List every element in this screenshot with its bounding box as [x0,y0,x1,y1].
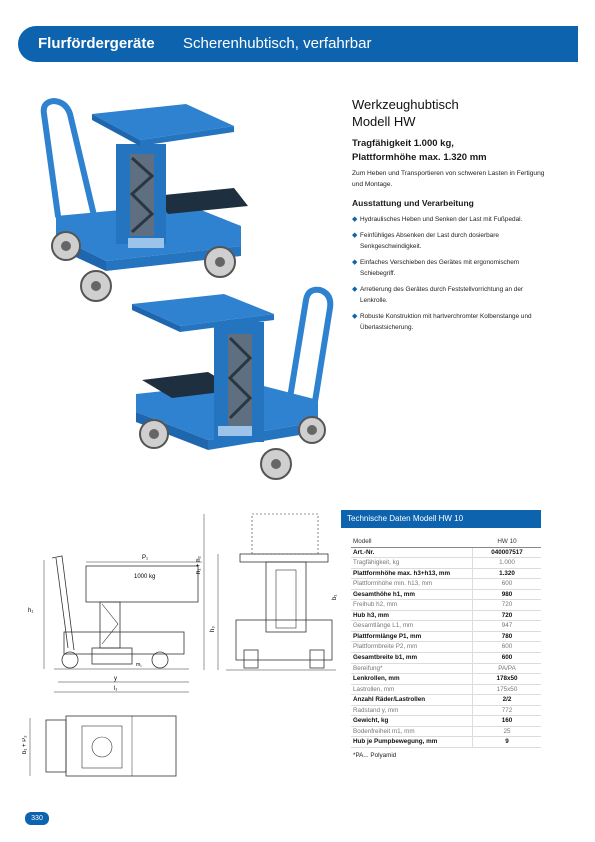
table-footnote: *PA... Polyamid [353,752,397,759]
dim-y: y [114,676,117,682]
category-subtitle: Scherenhubtisch, verfahrbar [183,35,372,52]
bullet-icon: ◆ [352,216,358,223]
table-row: Bereifung* PA/PA [351,664,541,675]
column-header-model: Modell [353,538,372,545]
table-row: Freihub h2, mm 720 [351,600,541,611]
table-row: Lenkrollen, mm 178x50 [351,674,541,685]
product-title-line1: Werkzeughubtisch [352,97,459,112]
feature-item: ◆ Hydraulisches Heben und Senken der Last mit Fußpedal. [352,216,523,223]
product-title [352,96,459,130]
dim-h3: h₃ [210,626,216,632]
feature-item: ◆ Feinfühliges Absenken der Last durch dosierbare Senkgeschwindigkeit. [352,232,499,250]
feature-item: ◆ Robuste Konstruktion mit hartverchromter Kolbenstange und Überlastsicherung. [352,313,532,331]
technical-data-table [351,537,541,748]
feature-item: ◆ Einfaches Verschieben des Gerätes mit ergonomischem Schiebegriff. [352,259,520,277]
table-row: Gesamthöhe h1, mm 980 [351,590,541,601]
table-row: Hub h3, mm 720 [351,611,541,622]
bullet-icon: ◆ [352,232,358,239]
product-description: Zum Heben und Transportieren von schweren Lasten in Fertigung und Montage. [352,170,545,188]
table-row: Plattformlänge P1, mm 780 [351,632,541,643]
table-row: Gewicht, kg 160 [351,716,541,727]
product-key-specs [352,137,487,165]
table-row: Art.-Nr. 040007517 [351,548,541,559]
page-number: 330 [25,812,49,825]
dim-b1-plus-p2: b₁ + P₂ [22,735,28,754]
bullet-icon: ◆ [352,286,358,293]
spec-capacity: Tragfähigkeit 1.000 kg, [352,138,454,149]
table-heading: Technische Daten Modell HW 10 [341,510,541,528]
category-title: Flurfördergeräte [38,35,155,52]
dim-h1: h₁ [28,608,34,614]
table-row: Lastrollen, mm 175x50 [351,685,541,696]
column-header-value: HW 10 [497,538,517,545]
table-row: Plattformhöhe min. h13, mm 600 [351,579,541,590]
product-photo-bottom [128,282,338,492]
table-row: Tragfähigkeit, kg 1.000 [351,558,541,569]
technical-drawing-side [24,540,204,710]
load-label: 1000 kg [134,574,156,580]
table-row: Gesamtlänge L1, mm 947 [351,621,541,632]
section-header [18,26,578,62]
table-row: Hub je Pumpbewegung, mm 9 [351,737,541,748]
bullet-icon: ◆ [352,313,358,320]
dim-m1: m₁ [136,662,142,668]
table-row: Plattformbreite P2, mm 600 [351,642,541,653]
table-row: Gesamtbreite b1, mm 600 [351,653,541,664]
table-row: Radstand y, mm 772 [351,706,541,717]
table-header-row [351,537,541,548]
technical-drawing-front [196,510,341,685]
feature-list [352,214,552,338]
dim-b1-side: b₁ [332,594,338,600]
feature-item: ◆ Arretierung des Gerätes durch Feststellvorrichtung an der Lenkrolle. [352,286,524,304]
table-row: Bodenfreiheit m1, mm 25 [351,727,541,738]
product-photo-top [36,96,266,311]
technical-drawing-top [22,712,182,782]
table-row: Plattformhöhe max. h3+h13, mm 1.320 [351,569,541,580]
dim-p1: P₁ [142,555,149,561]
table-row: Anzahl Räder/Lastrollen 2/2 [351,695,541,706]
bullet-icon: ◆ [352,259,358,266]
spec-platform-height: Plattformhöhe max. 1.320 mm [352,152,487,163]
product-title-line2: Modell HW [352,114,416,129]
equipment-heading: Ausstattung und Verarbeitung [352,198,474,208]
dim-h1-plus-h2: h₁ + h₂ [196,556,202,574]
dim-l1: l₁ [114,686,118,692]
